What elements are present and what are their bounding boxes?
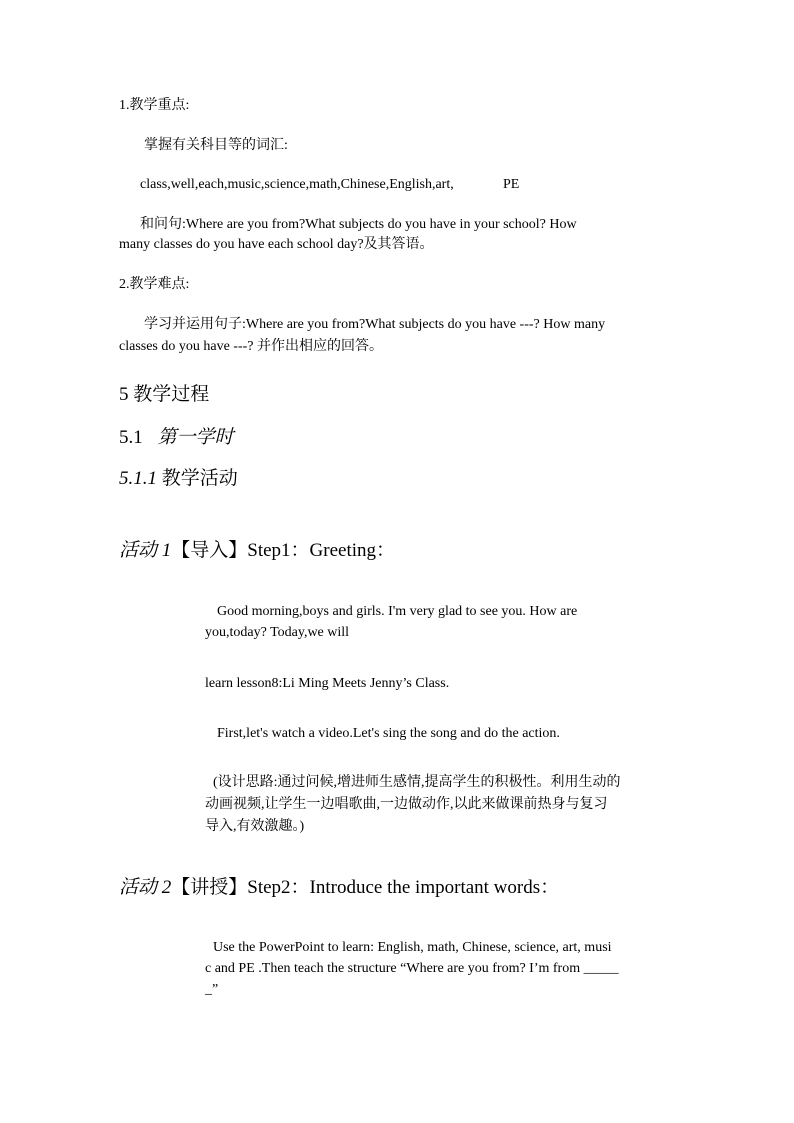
activity-1-design-note-line3: 导入,有效激趣。): [205, 819, 305, 834]
activity-1-greeting-line2: you,today? Today,we will: [205, 625, 350, 640]
heading-teaching-activities: [119, 469, 238, 488]
activity-2-label: 活动 2: [119, 877, 172, 898]
section-heading-difficulties: 2.教学难点:: [119, 277, 190, 292]
activity-1-lesson-line: learn lesson8:Li Ming Meets Jenny’s Class.: [205, 676, 450, 691]
activity-1-heading: [119, 541, 395, 560]
paragraph-questions-line2: many classes do you have each school day?及其答语。: [119, 237, 434, 252]
paragraph-vocab-list: class,well,each,music,science,math,Chinese,English,art,: [140, 177, 454, 192]
activity-2-paragraph-line2: c and PE .Then teach the structure “Where are you from? I’m from _____: [205, 961, 619, 976]
activity-2-paragraph-line3: _”: [205, 982, 219, 997]
heading-teaching-process: 5 教学过程: [119, 384, 210, 405]
activity-1-video-line: First,let's watch a video.Let's sing the song and do the action.: [217, 726, 560, 741]
paragraph-difficulties-line2: classes do you have ---? 并作出相应的回答。: [119, 339, 384, 354]
heading-first-period-text: 第一学时: [157, 427, 234, 448]
activity-2-heading: [119, 878, 559, 897]
paragraph-vocab-intro: 掌握有关科目等的词汇:: [144, 138, 288, 153]
activity-1-title: 【导入】Step1：Greeting：: [171, 540, 396, 561]
section-heading-key-points: 1.教学重点:: [119, 98, 190, 113]
paragraph-difficulties-line1: 学习并运用句子:Where are you from?What subjects do you have ---? How many: [144, 317, 606, 332]
paragraph-questions-line1: 和问句:Where are you from?What subjects do you have in your school? How: [140, 217, 577, 232]
activity-2-paragraph-line1: Use the PowerPoint to learn: English, math, Chinese, science, art, musi: [213, 940, 612, 955]
activity-1-label: 活动 1: [119, 540, 172, 561]
heading-teaching-activities-number: 5.1.1: [119, 468, 157, 489]
heading-first-period: [119, 428, 234, 447]
vocab-pe: PE: [503, 177, 520, 192]
heading-teaching-activities-text: 教学活动: [161, 468, 238, 489]
heading-first-period-number: 5.1: [119, 427, 143, 448]
activity-1-design-note-line2: 动画视频,让学生一边唱歌曲,一边做动作,以此来做课前热身与复习: [205, 797, 608, 812]
activity-1-greeting-line1: Good morning,boys and girls. I'm very glad to see you. How are: [217, 604, 578, 619]
activity-1-design-note-line1: (设计思路:通过问候,增进师生感情,提高学生的积极性。利用生动的: [213, 775, 621, 790]
activity-2-title: 【讲授】Step2：Introduce the important words：: [171, 877, 560, 898]
